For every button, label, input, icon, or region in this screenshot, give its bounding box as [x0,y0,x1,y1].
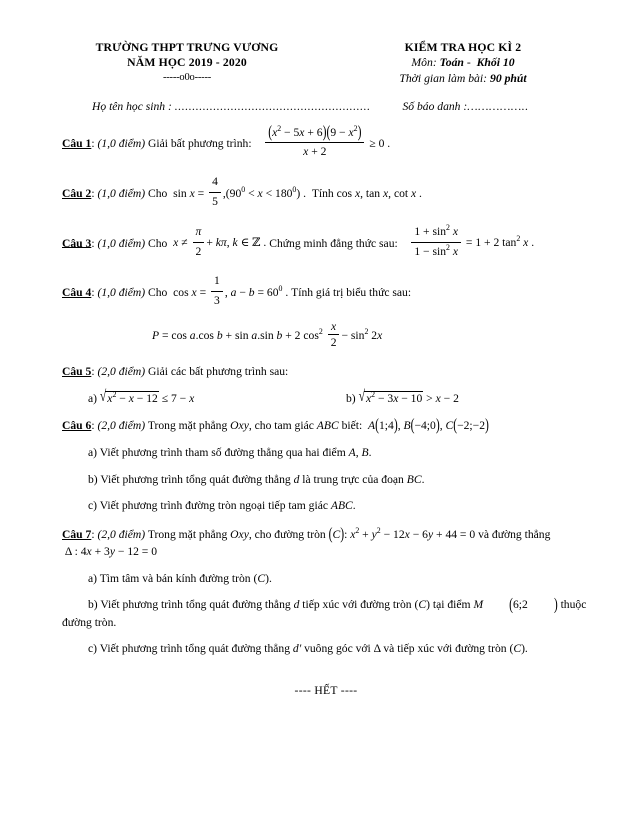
question-4-given: cos x = $\frac{1}{3}$ , $a - b = 60^0$ . [170,274,292,308]
question-3-condition: x ≠ $\frac{\pi}{2}$ + kπ, k ∈ ℤ . [173,224,270,258]
exam-block [348,40,578,86]
question-5-part-b-formula: $√x^2 - 3x - 10 > x - 2$ [358,387,459,406]
question-2-label: Câu 2 [62,186,92,200]
question-5-part-b-tag: b) [346,392,356,406]
question-7-part-c-text: Viết phương trình tổng quát đường thẳng d' vuông góc với Δ và tiếp xúc với đường tròn (C). [99,642,528,656]
question-1-label: Câu 1 [62,137,92,151]
question-1-formula: $\frac{(x^2 - 5x + 6)(9 - x^2)}{x + 2}$ ≥ 0 . [254,137,390,150]
student-id-label: Số báo danh : [402,100,468,114]
question-1: Câu 1: (1,0 điểm) Giải bất phương trình: $\frac{(x^2 - 5x + 6)(9 - x^2)}{x + 2}$ ≥ 0 . [62,122,391,159]
question-3-formula: $\frac{1 + \sin^2 x}{1 - \sin^2 x}$ = 1 + 2 $\tan^2 x$ . [401,236,535,249]
question-7-part-a-tag: a) [88,572,98,586]
question-7-part-c-tag: c) [88,642,98,656]
time-value: 90 phút [489,71,527,85]
question-3-points: (1,0 điểm) [97,236,146,250]
question-6-part-a [62,444,590,461]
question-7-label: Câu 7 [62,528,92,542]
subject-label: Môn: [411,56,437,70]
question-5-part-a-formula: $√x^2 - x - 12 \le 7 - x$ [99,387,195,406]
question-4-prompt2: Tính giá trị biểu thức sau: [291,286,412,300]
question-6-part-c-text: Viết phương trình đường tròn ngoại tiếp tam giác ABC. [99,499,356,513]
question-7-part-c [62,640,590,657]
question-5: Câu 5: (2,0 điểm) Giải các bất phương trình sau: [62,364,289,378]
question-6-part-a-text: Viết phương trình tham số đường thẳng qua hai điểm A, B. [99,446,372,460]
question-5-part-b [346,387,459,406]
question-3: Câu 3: (1,0 điểm) Cho x ≠ $\frac{\pi}{2}$ + kπ, k ∈ ℤ . Chứng minh đẳng thức sau: $\frac{1 + \sin^2 x}{1 - \sin^2 x}$ = 1 + 2 $\tan^2 x$ . [62,222,535,258]
question-6: Câu 6: (2,0 điểm) Trong mặt phẳng Oxy, cho tam giác ABC biết: A(1;4), B(−4;0), C(−2;−2) [62,416,489,436]
question-7-part-b-tag: b) [88,598,98,612]
student-name-field[interactable]: ........................................................ [174,100,371,114]
school-block [62,40,312,85]
question-6-part-c [62,497,590,514]
subject-value: Toán [439,56,464,70]
subject-dash: - [466,56,471,70]
question-7-conj: và đường [478,528,522,542]
question-7-part-a [62,570,590,587]
question-5-part-a [88,387,346,406]
header-separator: -----o0o----- [162,71,212,83]
question-2-formula: sin x = $\frac{4}{5}$ $,(90^0 < x < 180^0)$ . [170,175,309,208]
question-2-points: (1,0 điểm) [97,186,146,200]
end-mark: ---- HẾT ---- [294,683,358,697]
exam-subject-line [348,55,578,70]
question-5-parts [62,387,590,406]
question-3-prompt: Cho [148,236,168,250]
question-6-part-b [62,471,590,488]
question-4: Câu 4: (1,0 điểm) Cho cos x = $\frac{1}{3}$ , $a - b = 60^0$ . Tính giá trị biểu thức sau: [62,274,412,308]
question-7-points: (2,0 điểm) [97,528,146,542]
question-3-prompt2: Chứng minh đẳng thức sau: [269,236,398,250]
question-6-points-coords: A(1;4), B(−4;0), C(−2;−2) [368,416,489,436]
school-name: TRƯỜNG THPT TRƯNG VƯƠNG [95,41,279,54]
question-5-prompt: Giải các bất phương trình sau: [148,364,289,378]
question-4-display: P = cos a.cos b + sin a.sin b + 2 $\cos^2$ $\frac{x}{2}$ − $\sin^2 2x$ [152,319,383,349]
question-1-points: (1,0 điểm) [97,137,146,151]
question-6-part-b-text: Viết phương trình tổng quát đường thẳng d là trung trực của đoạn BC. [100,472,425,486]
question-2-prompt: Cho [148,186,168,200]
question-7-prompt: Trong mặt phẳng Oxy, cho đường tròn [147,528,326,542]
question-3-label: Câu 3 [62,236,92,250]
question-5-part-a-tag: a) [88,392,98,406]
question-5-label: Câu 5 [62,364,92,378]
student-name-label: Họ tên học sinh : [92,100,172,114]
question-7-part-a-text: Tìm tâm và bán kính đường tròn (C). [99,572,272,586]
question-6-part-a-tag: a) [88,446,98,460]
exam-title: KIỂM TRA HỌC KÌ 2 [404,41,522,54]
exam-time-line [348,71,578,86]
grade-value: Khối 10 [476,56,515,70]
question-7-line: Δ : 4x + 3y − 12 = 0 [62,545,158,559]
question-7-part-b [62,596,590,631]
student-info-line [0,86,640,113]
question-6-part-b-tag: b) [88,472,98,486]
question-7-part-b-text: Viết phương trình tổng quát đường thẳng d tiếp xúc với đường tròn (C) tại điểm M (6;2 ) thuộc đường tròn. [62,595,587,629]
student-id-field[interactable]: …………….. [467,100,529,114]
question-7-circle: (C): $x^2 + y^2 - 12x - 6y + 44 = 0$ [328,525,479,544]
question-1-prompt: Giải bất phương trình: [148,137,252,151]
question-5-points: (2,0 điểm) [97,364,146,378]
page-header [0,0,640,86]
question-6-label: Câu 6 [62,419,92,433]
question-6-points: (2,0 điểm) [97,419,146,433]
question-7: Câu 7: (2,0 điểm) Trong mặt phẳng Oxy, cho đường tròn (C): $x^2 + y^2 - 12x - 6y + 44 = 0$ và đường thẳng Δ : 4x + 3y − 12 = 0 [62,525,551,559]
question-6-prompt: Trong mặt phẳng Oxy, cho tam giác ABC biết: [147,419,363,433]
question-2: Câu 2: (1,0 điểm) Cho sin x = $\frac{4}{5}$ $,(90^0 < x < 180^0)$ . Tính cos x, tan x, cot x . [62,175,422,208]
question-6-part-c-tag: c) [88,499,98,513]
question-4-points: (1,0 điểm) [97,286,146,300]
questions-body [0,122,640,697]
question-7-line-lead: thẳng [524,528,551,542]
school-year: NĂM HỌC 2019 - 2020 [127,56,247,70]
question-4-prompt: Cho [148,286,168,300]
question-2-tail: Tính cos x, tan x, cot x . [308,186,422,200]
time-label: Thời gian làm bài: [399,71,488,85]
question-4-label: Câu 4 [62,286,92,300]
